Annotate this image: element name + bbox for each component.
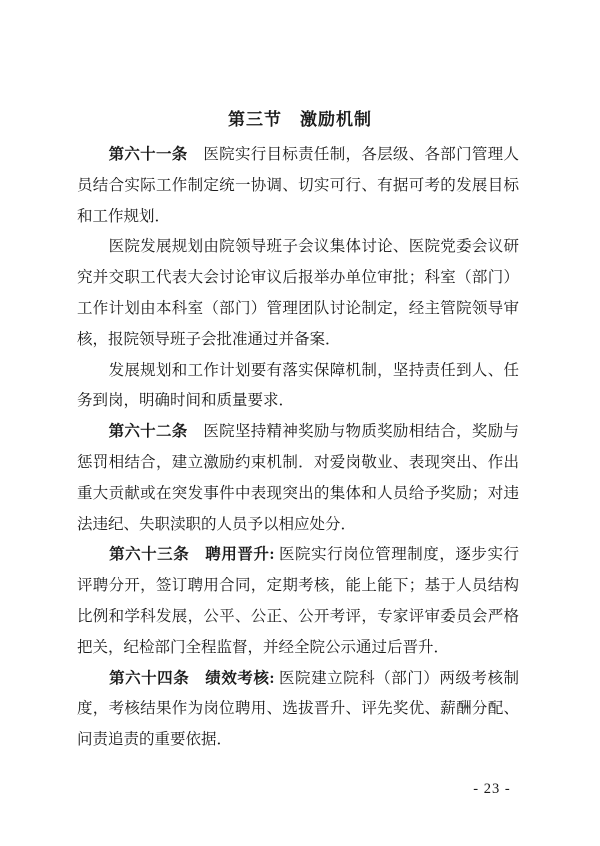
text-line: [77, 263, 519, 294]
bold-text-segment: 第六十四条 绩效考核:: [109, 669, 275, 687]
text-segment: 医院建立院科（部门）两级考核制: [274, 669, 519, 687]
text-segment: 医院实行岗位管理制度，逐步实行: [274, 546, 519, 564]
text-segment: 医院发展规划由院领导班子会议集体讨论、医院党委会议研: [77, 238, 519, 256]
text-line: [77, 386, 519, 417]
text-line: [77, 232, 519, 263]
text-line: [77, 510, 519, 541]
text-line: [77, 633, 519, 664]
text-segment: 究并交职工代表大会讨论审议后报举办单位审批；科室（部门）: [77, 269, 519, 287]
text-segment: [77, 670, 109, 687]
text-segment: 把关，纪检部门全程监督，并经全院公示通过后晋升．: [77, 638, 450, 656]
text-segment: 度，考核结果作为岗位聘用、选拔晋升、评先奖优、薪酬分配、: [77, 700, 519, 718]
document-body: [77, 140, 519, 756]
paragraph: [77, 356, 519, 418]
text-line: [77, 448, 519, 479]
text-line: [77, 664, 519, 695]
text-segment: 员结合实际工作制定统一协调、切实可行、有据可考的发展目标: [77, 176, 519, 194]
text-segment: [77, 146, 109, 163]
text-line: [77, 479, 519, 510]
text-line: [77, 694, 519, 725]
text-segment: 工作计划由本科室（部门）管理团队讨论制定，经主管院领导审: [77, 299, 519, 317]
text-segment: 核，报院领导班子会批准通过并备案．: [77, 330, 341, 348]
paragraph: [77, 417, 519, 540]
text-line: [77, 171, 519, 202]
text-line: [77, 325, 519, 356]
text-line: [77, 356, 519, 387]
text-segment: 医院实行目标责任制，各层级、各部门管理人: [187, 146, 519, 163]
bold-text-segment: 第六十三条 聘用晋升:: [109, 546, 275, 564]
text-line: [77, 602, 519, 633]
text-segment: 务到岗，明确时间和质量要求．: [77, 392, 295, 410]
text-segment: [77, 546, 109, 563]
bold-text-segment: 第六十二条: [108, 423, 188, 441]
page-number: - 23 -: [473, 781, 511, 797]
text-line: [77, 294, 519, 325]
paragraph: [77, 664, 519, 756]
section-heading: 第三节 激励机制: [228, 110, 372, 129]
bold-text-segment: 第六十一条: [108, 146, 188, 163]
text-line: [77, 571, 519, 602]
text-segment: 和工作规划．: [77, 207, 171, 225]
text-segment: 医院坚持精神奖励与物质奖励相结合，奖励与: [187, 423, 519, 441]
text-segment: 惩罚相结合，建立激励约束机制．对爱岗敬业、表现突出、作出: [77, 453, 519, 471]
paragraph: [77, 540, 519, 663]
text-line: [77, 725, 519, 756]
text-segment: [77, 423, 109, 440]
text-segment: 发展规划和工作计划要有落实保障机制，坚持责任到人、任: [77, 361, 519, 379]
text-segment: 问责追责的重要依据．: [77, 731, 233, 749]
text-line: [77, 540, 519, 571]
text-line: [77, 417, 519, 448]
text-segment: 比例和学科发展，公平、公正、公开考评，专家评审委员会严格: [77, 607, 519, 625]
text-segment: 法违纪、失职渎职的人员予以相应处分．: [77, 515, 357, 533]
text-segment: 评聘分开，签订聘用合同，定期考核，能上能下；基于人员结构: [77, 577, 519, 595]
paragraph: [77, 232, 519, 355]
paragraph: [77, 140, 519, 232]
text-segment: 重大贡献或在突发事件中表现突出的集体和人员给予奖励；对违: [77, 484, 519, 502]
text-line: [77, 202, 519, 233]
text-line: [77, 140, 519, 171]
